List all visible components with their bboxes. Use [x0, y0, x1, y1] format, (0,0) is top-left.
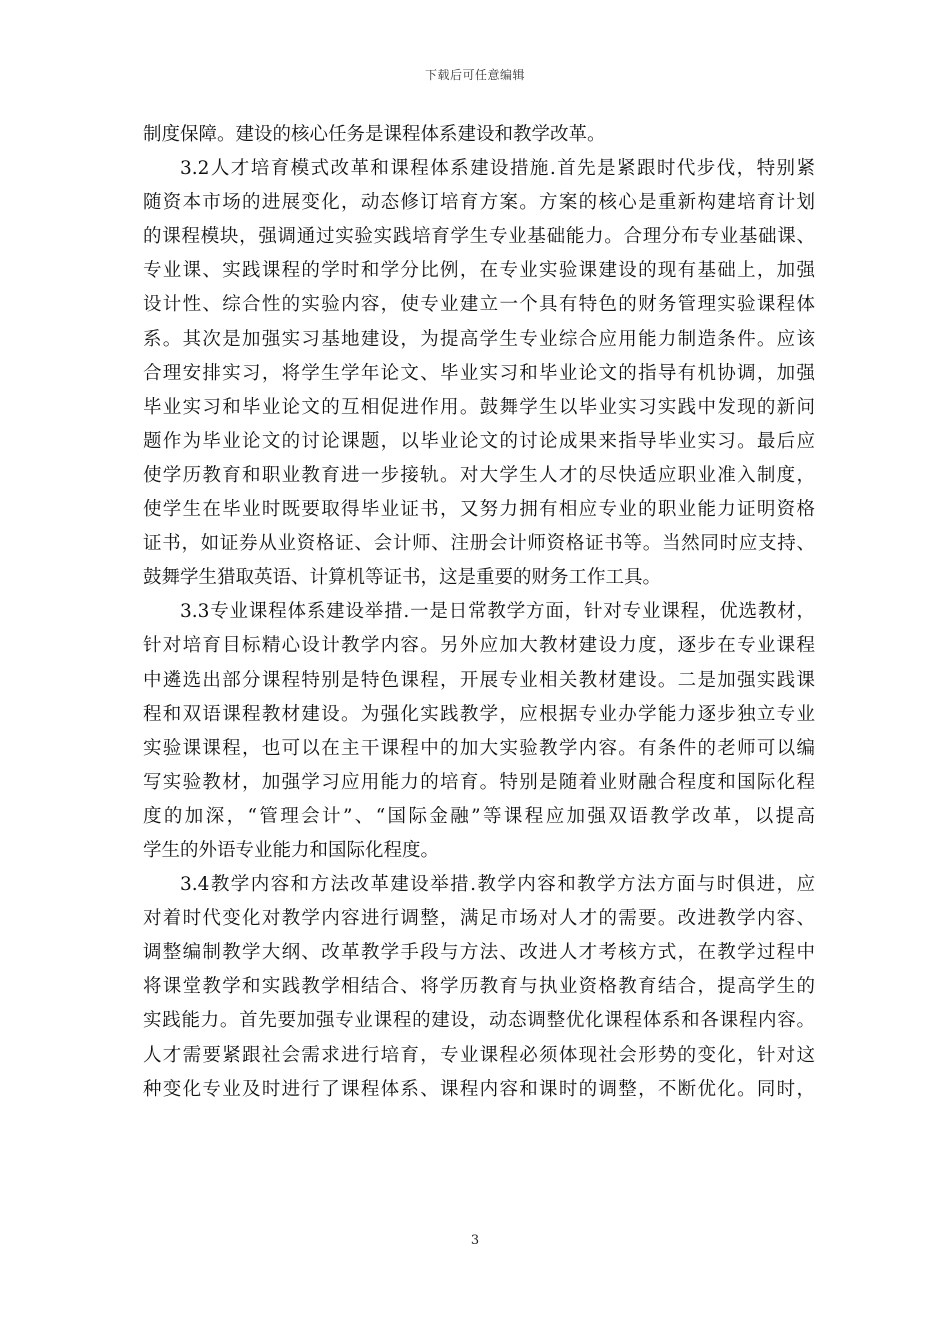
- text-line: 系。其次是加强实习基地建设，为提高学生专业综合应用能力制造条件。应该: [143, 328, 815, 350]
- text-line: 3.3专业课程体系建设举措.一是日常教学方面，针对专业课程，优选教材，: [180, 601, 815, 623]
- text-line: 写实验教材，加强学习应用能力的培育。特别是随着业财融合程度和国际化程: [143, 771, 815, 793]
- text-line: 使学生在毕业时既要取得毕业证书，又努力拥有相应专业的职业能力证明资格: [143, 499, 815, 521]
- text-line: 将课堂教学和实践教学相结合、将学历教育与执业资格教育结合，提高学生的: [143, 976, 815, 998]
- text-line: 鼓舞学生猎取英语、计算机等证书，这是重要的财务工作工具。: [143, 567, 662, 589]
- document-body: [143, 118, 815, 1107]
- text-line: 学生的外语专业能力和国际化程度。: [143, 839, 440, 861]
- text-line: 专业课、实践课程的学时和学分比例，在专业实验课建设的现有基础上，加强: [143, 260, 815, 282]
- page-number: 3: [470, 1233, 480, 1248]
- text-line: 针对培育目标精心设计教学内容。另外应加大教材建设力度，逐步在专业课程: [143, 635, 815, 657]
- text-line: 证书，如证券从业资格证、会计师、注册会计师资格证书等。当然同时应支持、: [143, 533, 815, 555]
- text-line: 随资本市场的进展变化，动态修订培育方案。方案的核心是重新构建培育计划: [143, 192, 815, 214]
- page-header: 下载后可任意编辑: [424, 68, 525, 82]
- text-line: 度的加深，“管理会计”、“国际金融”等课程应加强双语教学改革，以提高: [143, 805, 815, 827]
- text-line: 人才需要紧跟社会需求进行培育，专业课程必须体现社会形势的变化，针对这: [143, 1044, 815, 1066]
- text-line: 实践能力。首先要加强专业课程的建设，动态调整优化课程体系和各课程内容。: [143, 1010, 815, 1032]
- text-line: 毕业实习和毕业论文的互相促进作用。鼓舞学生以毕业实习实践中发现的新问: [143, 396, 815, 418]
- text-line: 中遴选出部分课程特别是特色课程，开展专业相关教材建设。二是加强实践课: [143, 669, 815, 691]
- text-line: 使学历教育和职业教育进一步接轨。对大学生人才的尽快适应职业准入制度，: [143, 464, 815, 486]
- text-line: 调整编制教学大纲、改革教学手段与方法、改进人才考核方式，在教学过程中: [143, 942, 815, 964]
- text-line: 程和双语课程教材建设。为强化实践教学，应根据专业办学能力逐步独立专业: [143, 703, 815, 725]
- text-line: 题作为毕业论文的讨论课题，以毕业论文的讨论成果来指导毕业实习。最后应: [143, 430, 815, 452]
- text-line: 3.2人才培育模式改革和课程体系建设措施.首先是紧跟时代步伐，特别紧: [180, 158, 815, 180]
- text-line: 设计性、综合性的实验内容，使专业建立一个具有特色的财务管理实验课程体: [143, 294, 815, 316]
- text-line: 实验课课程，也可以在主干课程中的加大实验教学内容。有条件的老师可以编: [143, 737, 815, 759]
- text-line: 制度保障。建设的核心任务是课程体系建设和教学改革。: [143, 124, 606, 145]
- text-line: 3.4教学内容和方法改革建设举措.教学内容和教学方法方面与时俱进，应: [180, 874, 815, 896]
- text-line: 的课程模块，强调通过实验实践培育学生专业基础能力。合理分布专业基础课、: [143, 226, 815, 248]
- text-line: 对着时代变化对教学内容进行调整，满足市场对人才的需要。改进教学内容、: [143, 908, 815, 930]
- text-line: 种变化专业及时进行了课程体系、课程内容和课时的调整，不断优化。同时，: [143, 1078, 815, 1100]
- text-line: 合理安排实习，将学生学年论文、毕业实习和毕业论文的指导有机协调，加强: [143, 362, 815, 384]
